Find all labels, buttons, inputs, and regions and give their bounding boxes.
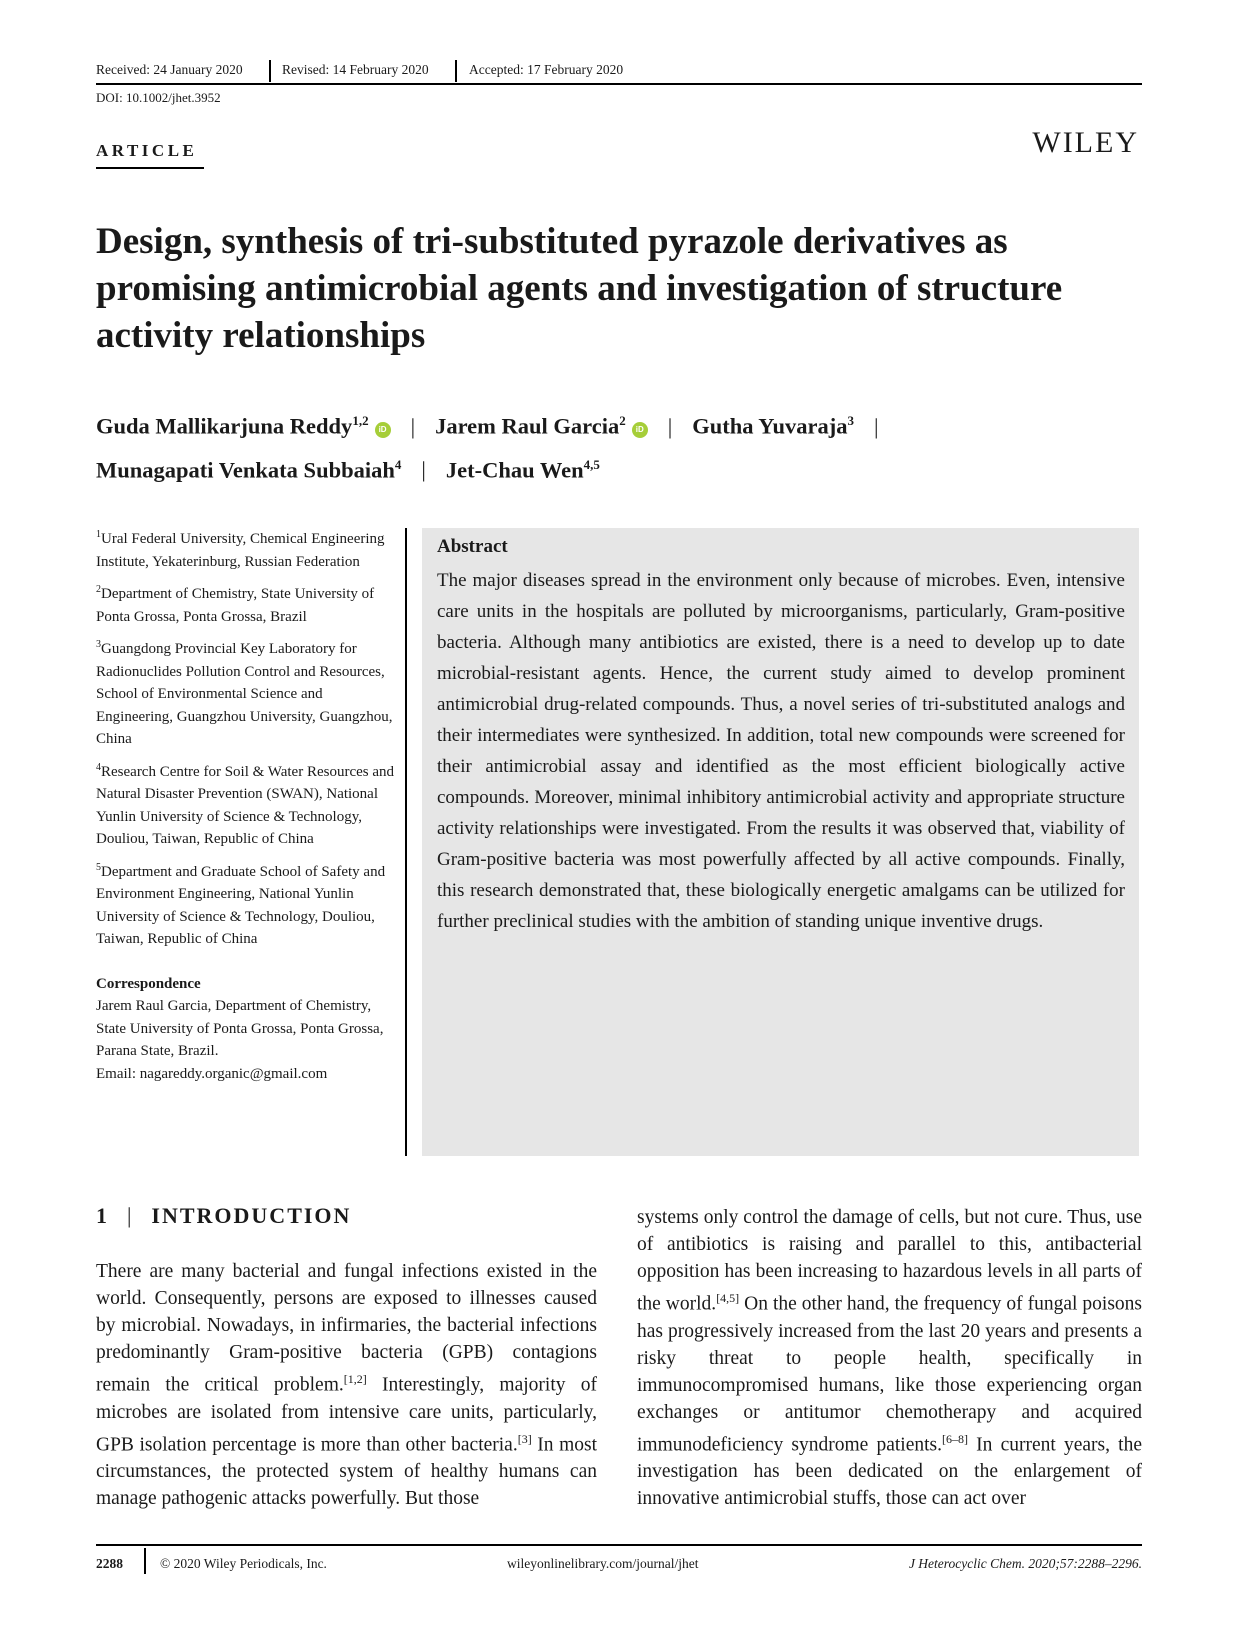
revised-date: Revised: 14 February 2020: [282, 62, 429, 77]
author-separator: |: [410, 413, 416, 439]
section-separator: |: [127, 1203, 134, 1228]
section-number: 1: [96, 1203, 109, 1228]
author-list: [96, 402, 1156, 489]
copyright: © 2020 Wiley Periodicals, Inc.: [160, 1556, 327, 1571]
author-name[interactable]: Jet-Chau Wen: [445, 457, 584, 482]
section-title: INTRODUCTION: [151, 1203, 352, 1228]
abstract-text: The major diseases spread in the environment only because of microbes. Even, intensive care units in the hospitals are polluted by microorganisms, particularly, Gram-positive bacteria. Although many antibiotics are existed, there is a need to develop up to date microbial-resistant agents. Hence, the current study aimed to develop prominent antimicrobial drug-related compounds. Thus, a novel series of tri-substituted analogs and their intermediates were synthesized. In addition, total new compounds were screened for their antimicrobial assay and identified as the most efficient biologically active compounds. Moreover, minimal inhibitory antimicrobial activity and appropriate structure activity relationships were investigated. From the results it was observed that, viability of Gram-positive bacteria was most powerfully affected by all active compounds. Finally, this research demonstrated that, these biologically energetic amalgams can be utilized for further preclinical studies with the ambition of standing unique inventive drugs.: [437, 570, 1125, 932]
divider: [455, 60, 457, 82]
author-separator: |: [421, 457, 426, 482]
citation-link[interactable]: [1,2]: [343, 1372, 367, 1386]
divider: [269, 60, 271, 82]
article-type-label: ARTICLE: [96, 141, 198, 160]
author-separator: |: [667, 413, 673, 439]
author-name[interactable]: Munagapati Venkata Subbaiah: [96, 457, 395, 482]
author-separator: |: [874, 413, 879, 439]
correspondence-email[interactable]: Email: nagareddy.organic@gmail.com: [96, 1065, 328, 1082]
article-type-underline: [96, 167, 204, 169]
author-name[interactable]: Guda Mallikarjuna Reddy: [96, 413, 353, 439]
affiliation-item: $^5$Department and Graduate School of Safety and Environment Engineering, National Yunlin University of Science & Technology, Douliou, Taiwan, Republic of China: [96, 861, 386, 947]
doi[interactable]: DOI: 10.1002/jhet.3952: [96, 90, 221, 105]
author-name[interactable]: Gutha Yuvaraja: [692, 413, 848, 439]
publication-dates: [96, 60, 1142, 82]
abstract-heading: Abstract: [437, 536, 508, 557]
journal-citation: J Heterocyclic Chem. 2020;57:2288–2296.: [908, 1556, 1142, 1571]
author-affiliation-marker: 1,2: [352, 413, 369, 428]
correspondence-heading: Correspondence: [96, 975, 201, 992]
received-date: Received: 24 January 2020: [96, 62, 243, 77]
author-name[interactable]: Jarem Raul Garcia: [435, 413, 620, 439]
body-column-right: systems only control the damage of cells, but not cure. Thus, use of antibiotics is raising and parallel to this, antibacterial opposition has been increasing to hazardous levels in all parts of the world.[4,5] On the other hand, the frequency of fungal poisons has progressively increased from the last 20 years and presents a risky threat to people health, specifically in immunocompromised humans, like those experiencing organ exchanges or antitumor chemotherapy and acquired immunodeficiency syndrome patients.[6–8] In current years, the investigation has been dedicated on the enlargement of innovative antimicrobial stuffs, those can act over: [637, 1207, 1142, 1509]
author-affiliation-marker: 4,5: [583, 456, 600, 472]
divider: [144, 1548, 146, 1574]
affiliation-item: $^4$Research Centre for Soil & Water Resources and Natural Disaster Prevention (SWAN), National Yunlin University of Science & Technology, Douliou, Taiwan, Republic of China: [96, 761, 395, 847]
footer-rule: [96, 1544, 1142, 1546]
section-heading: [96, 1203, 351, 1229]
affiliation-item: $^3$Guangdong Provincial Key Laboratory for Radionuclides Pollution Control and Resources, School of Environmental Science and Engineering, Guangzhou University, Guangzhou, China: [96, 639, 393, 747]
column-divider: [405, 528, 407, 1156]
affiliations: [96, 524, 396, 1085]
journal-url[interactable]: wileyonlinelibrary.com/journal/jhet: [507, 1556, 699, 1571]
citation-link[interactable]: [4,5]: [716, 1291, 740, 1305]
publisher-logo: WILEY: [1032, 126, 1139, 159]
body-column-left: There are many bacterial and fungal infections existed in the world. Consequently, persons are exposed to illnesses caused by microbial. Nowadays, in infirmaries, the bacterial infections predominantly Gram-positive bacteria (GPB) contagions remain the critical problem.[1,2] Interestingly, majority of microbes are isolated from intensive care units, particularly, GPB isolation percentage is more than other bacteria.[3] In most circumstances, the protected system of healthy humans can manage pathogenic attacks powerfully. But those: [96, 1261, 597, 1509]
citation-link[interactable]: [3]: [517, 1431, 532, 1446]
orcid-icon[interactable]: iD: [375, 422, 391, 438]
header-rule: [96, 83, 1142, 85]
citation-link[interactable]: [6–8]: [941, 1431, 968, 1446]
accepted-date: Accepted: 17 February 2020: [469, 62, 624, 77]
correspondence-text: Jarem Raul Garcia, Department of Chemistry, State University of Ponta Grossa, Ponta Grossa, Parana State, Brazil. Email: nagareddy.organic@gmail.com: [96, 998, 384, 1082]
page-number: 2288: [96, 1556, 123, 1571]
author-affiliation-marker: 3: [847, 413, 854, 428]
paper-title: Design, synthesis of tri-substituted pyrazole derivatives as promising antimicrobial agents and investigation of structure activity relationships: [96, 221, 1063, 356]
author-affiliation-marker: 2: [619, 413, 626, 428]
affiliation-item: $^2$Department of Chemistry, State University of Ponta Grossa, Ponta Grossa, Brazil: [96, 584, 375, 625]
affiliation-item: $^1$Ural Federal University, Chemical Engineering Institute, Yekaterinburg, Russian Federation: [96, 529, 385, 570]
author-affiliation-marker: 4: [394, 456, 402, 472]
orcid-icon[interactable]: iD: [632, 422, 648, 438]
